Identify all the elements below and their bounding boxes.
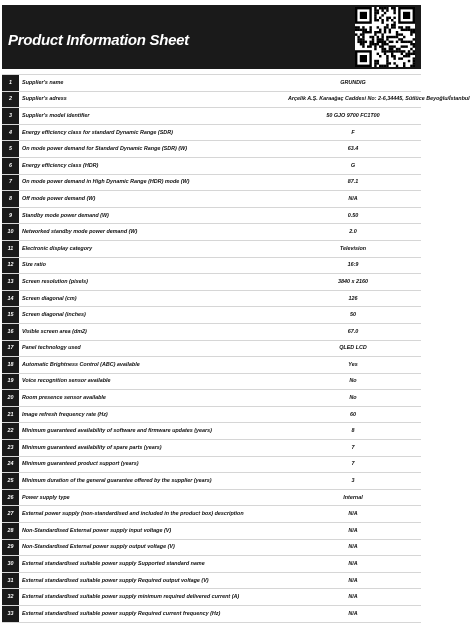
row-label: Automatic Brightness Control (ABC) available (19, 357, 285, 374)
row-label: Off mode power demand (W) (19, 191, 285, 208)
row-value: Yes (285, 357, 421, 374)
row-number: 32 (2, 589, 19, 606)
row-number: 31 (2, 572, 19, 589)
row-label: Voice recognition sensor available (19, 373, 285, 390)
row-label: On mode power demand for Standard Dynamic Range (SDR) (W) (19, 141, 285, 158)
row-label: Size ratio (19, 257, 285, 274)
info-table (2, 74, 470, 623)
row-value: N/A (285, 506, 421, 523)
row-number: 2 (2, 91, 19, 108)
row-label: Supplier's model identifier (19, 108, 285, 125)
row-number: 33 (2, 606, 19, 623)
row-number: 22 (2, 423, 19, 440)
row-value: 0.50 (285, 207, 421, 224)
table-row (2, 224, 421, 241)
row-number: 13 (2, 274, 19, 291)
table-row (2, 489, 421, 506)
row-number: 10 (2, 224, 19, 241)
row-number: 15 (2, 307, 19, 324)
row-value: 50 (285, 307, 421, 324)
row-label: External power supply (non-standardised and included in the product box) description (19, 506, 285, 523)
row-number: 16 (2, 323, 19, 340)
table-row (2, 606, 421, 623)
row-number: 26 (2, 489, 19, 506)
row-value: 126 (285, 290, 421, 307)
table-row (2, 423, 421, 440)
row-number: 20 (2, 390, 19, 407)
row-value: G (285, 157, 421, 174)
row-label: Room presence sensor available (19, 390, 285, 407)
row-label: Panel technology used (19, 340, 285, 357)
row-label: External standardised suitable power supply Supported standard name (19, 556, 285, 573)
row-label: Visible screen area (dm2) (19, 323, 285, 340)
table-row (2, 274, 421, 291)
row-value: N/A (285, 556, 421, 573)
table-row (2, 506, 421, 523)
row-number: 1 (2, 75, 19, 92)
row-number: 3 (2, 108, 19, 125)
row-value: QLED LCD (285, 340, 421, 357)
row-value: No (285, 373, 421, 390)
table-row (2, 191, 421, 208)
row-value: N/A (285, 191, 421, 208)
row-label: Screen resolution (pixels) (19, 274, 285, 291)
row-label: Networked standby mode power demand (W) (19, 224, 285, 241)
row-label: Power supply type (19, 489, 285, 506)
table-row (2, 572, 421, 589)
row-label: External standardised suitable power supply Required current frequency (Hz) (19, 606, 285, 623)
row-number: 12 (2, 257, 19, 274)
row-value: N/A (285, 606, 421, 623)
row-label: Non-Standardised External power supply output voltage (V) (19, 539, 285, 556)
table-row (2, 108, 421, 125)
row-number: 9 (2, 207, 19, 224)
row-number: 4 (2, 124, 19, 141)
table-row (2, 174, 421, 191)
table-row (2, 141, 421, 158)
row-value: N/A (285, 523, 421, 540)
row-label: Image refresh frequency rate (Hz) (19, 406, 285, 423)
table-row (2, 307, 421, 324)
table-row (2, 473, 421, 490)
row-label: Energy efficiency class for standard Dynamic Range (SDR) (19, 124, 285, 141)
row-number: 5 (2, 141, 19, 158)
table-row (2, 323, 421, 340)
table-row (2, 357, 421, 374)
table-row (2, 589, 421, 606)
row-value: 50 GJO 9700 FC1T00 (285, 108, 421, 125)
table-row (2, 556, 421, 573)
table-row (2, 440, 421, 457)
row-value: No (285, 390, 421, 407)
row-number: 28 (2, 523, 19, 540)
row-label: Non-Standardised External power supply input voltage (V) (19, 523, 285, 540)
row-value: 63.4 (285, 141, 421, 158)
row-label: Screen diagonal (cm) (19, 290, 285, 307)
qr-code (355, 7, 415, 67)
row-number: 25 (2, 473, 19, 490)
row-number: 11 (2, 240, 19, 257)
row-label: External standardised suitable power supply minimum required delivered current (A) (19, 589, 285, 606)
row-value: 16:9 (285, 257, 421, 274)
row-label: Supplier's name (19, 75, 285, 92)
row-value: Television (285, 240, 421, 257)
page-title: Product Information Sheet (8, 32, 189, 49)
row-label: Screen diagonal (inches) (19, 307, 285, 324)
row-label: Minimum guaranteed availability of spare parts (years) (19, 440, 285, 457)
row-value: 7 (285, 456, 421, 473)
table-row (2, 539, 421, 556)
row-value: N/A (285, 539, 421, 556)
row-value: N/A (285, 589, 421, 606)
row-value: 87.1 (285, 174, 421, 191)
row-label: Electronic display category (19, 240, 285, 257)
row-label: Energy efficiency class (HDR) (19, 157, 285, 174)
table-row (2, 373, 421, 390)
table-row (2, 406, 421, 423)
row-label: Minimum guaranteed availability of software and firmware updates (years) (19, 423, 285, 440)
row-value: 3 (285, 473, 421, 490)
row-number: 14 (2, 290, 19, 307)
row-label: Supplier's adress (19, 91, 285, 108)
table-row (2, 257, 421, 274)
table-row (2, 290, 421, 307)
table-row (2, 75, 421, 92)
table-row (2, 207, 421, 224)
table-row (2, 240, 421, 257)
row-value: F (285, 124, 421, 141)
table-row (2, 523, 421, 540)
row-value: 3840 x 2160 (285, 274, 421, 291)
row-value: 8 (285, 423, 421, 440)
row-number: 8 (2, 191, 19, 208)
header-bar (2, 5, 421, 69)
row-label: Minimum guaranteed product support (years) (19, 456, 285, 473)
row-value: Arçelik A.Ş. Karaağaç Caddesi No: 2-6,34445, Sütlüce Beyoğlu/İstanbul (285, 91, 421, 108)
table-row (2, 390, 421, 407)
row-number: 17 (2, 340, 19, 357)
table-row (2, 157, 421, 174)
row-value: 7 (285, 440, 421, 457)
row-number: 18 (2, 357, 19, 374)
row-label: Minimum duration of the general guarantee offered by the supplier (years) (19, 473, 285, 490)
row-number: 23 (2, 440, 19, 457)
row-number: 19 (2, 373, 19, 390)
row-value: Internal (285, 489, 421, 506)
table-row (2, 456, 421, 473)
row-label: External standardised suitable power supply Required output voltage (V) (19, 572, 285, 589)
row-value: GRUNDIG (285, 75, 421, 92)
row-value: N/A (285, 572, 421, 589)
row-number: 30 (2, 556, 19, 573)
row-label: Standby mode power demand (W) (19, 207, 285, 224)
qr-code-image (355, 7, 415, 67)
table-row (2, 91, 421, 108)
row-value: 67.0 (285, 323, 421, 340)
row-value: 2.0 (285, 224, 421, 241)
table-row (2, 124, 421, 141)
row-label: On mode power demand in High Dynamic Range (HDR) mode (W) (19, 174, 285, 191)
row-number: 27 (2, 506, 19, 523)
row-number: 21 (2, 406, 19, 423)
row-number: 7 (2, 174, 19, 191)
row-value: 60 (285, 406, 421, 423)
row-number: 6 (2, 157, 19, 174)
row-number: 29 (2, 539, 19, 556)
table-row (2, 340, 421, 357)
row-number: 24 (2, 456, 19, 473)
